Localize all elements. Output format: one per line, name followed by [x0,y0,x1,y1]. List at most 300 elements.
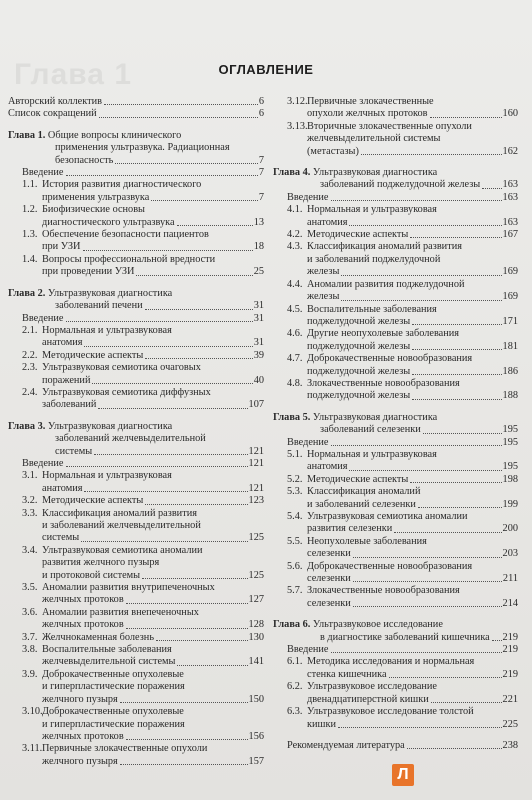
section-number: 3.10. [22,706,43,718]
entry-title: стенка кишечника [307,668,387,680]
entry-title: желчных протоков [42,619,124,631]
page-number: 214 [502,597,518,609]
entry-title: Доброкачественные опухолевые [42,668,184,680]
section-number: 4.8. [287,377,303,389]
publisher-logo-icon: Л [392,764,414,786]
entry-line [287,316,518,328]
entry-line [8,288,264,300]
section-number: 5.1. [287,448,303,460]
entry-line [22,399,264,411]
entry-title: Введение [22,167,64,179]
entry-title: Аномалии развития внутрипеченочных [42,582,215,594]
page-number: 18 [253,241,264,253]
entry-title: развития желчного пузыря [42,557,160,569]
dot-leader [120,702,248,703]
toc-subsection [273,449,518,474]
section-number: 4.3. [287,241,303,253]
entry-title: применения ультразвука [42,191,150,203]
page-number: 7 [258,154,264,166]
dot-leader [66,321,253,322]
page-number: 13 [253,216,264,228]
entry-title: Ультразвуковая диагностика [47,287,173,299]
entry-title: Методические аспекты [42,495,144,507]
entry-line [287,121,518,133]
section-number: 2.3. [22,362,38,374]
entry-line [22,532,264,544]
entry-title: Первичные злокачественные опухоли [42,743,208,755]
entry-line [287,229,518,241]
entry-title: Введение [22,457,64,469]
page-number: 156 [248,730,264,742]
page-number: 121 [248,445,264,457]
section-number: 1.3. [22,229,38,241]
toc-entry [273,644,518,656]
entry-line [287,146,518,158]
dot-leader [353,557,502,558]
entry-line [8,446,264,458]
toc-subsection [273,121,518,158]
entry-line [287,96,518,108]
page-number: 195 [502,424,518,436]
toc-subsection [8,325,264,350]
entry-title: История развития диагностического [42,179,202,191]
dot-leader [482,188,501,189]
toc-subsection [273,585,518,610]
entry-line [287,304,518,316]
toc-subsection [273,561,518,586]
entry-line [287,108,518,120]
toc-subsection [273,96,518,121]
section-number: 1.1. [22,179,38,191]
entry-title: Доброкачественные опухолевые [42,706,184,718]
page-number: 195 [502,436,518,448]
entry-title: и гиперпластические поражения [42,718,185,730]
toc-entry [273,192,518,204]
entry-line [287,669,518,681]
page-number: 121 [248,457,264,469]
entry-title: анатомия [42,337,83,349]
toc-subsection [8,582,264,607]
entry-title: Методические аспекты [307,229,409,241]
entry-title: заболеваний поджелудочной железы [320,179,481,191]
toc-subsection [8,632,264,644]
entry-line [22,545,264,557]
entry-title: заболеваний [42,399,97,411]
toc-subsection [273,474,518,486]
entry-title: Введение [287,191,329,203]
entry-title: Желчнокаменная болезнь [42,631,155,643]
entry-title: безопасность [55,154,114,166]
entry-title: Биофизические основы [42,204,145,216]
dot-leader [151,200,258,201]
dot-leader [83,250,253,251]
entry-title: Рекомендуемая литература [287,739,405,751]
dot-leader [84,346,252,347]
dot-leader [430,117,502,118]
entry-title: и заболеваний желчевыделительной [42,520,201,531]
page-number: 163 [502,191,518,203]
entry-title: Введение [22,312,64,324]
dot-leader [349,470,501,471]
section-number: 2.2. [22,349,38,361]
section-number: 5.7. [287,585,303,597]
dot-leader [156,640,248,641]
entry-line [22,387,264,399]
entry-title: железы [307,291,340,303]
toc-subsection [273,353,518,378]
entry-title: железы [307,266,340,278]
entry-line [22,337,264,349]
entry-title: Ультразвуковое исследование [312,619,443,631]
entry-title: поджелудочной железы [307,340,411,352]
entry-title: Доброкачественные новообразования [307,560,473,572]
entry-line [22,570,264,582]
entry-title: при проведении УЗИ [42,266,135,278]
entry-line [22,229,264,241]
entry-title: селезенки [307,573,351,585]
entry-line [287,254,518,266]
section-number: 4.2. [287,229,303,241]
toc-subsection [8,229,264,254]
entry-title: желчевыделительной системы [42,656,176,668]
dot-leader [142,578,247,579]
chapter-label: Глава 3. [8,420,46,432]
entry-line [22,495,264,507]
page-number: 219 [502,631,518,643]
toc-subsection [8,350,264,362]
bleed-through-watermark: Глава 1 [14,58,133,91]
page-number: 40 [253,374,264,386]
toc-column-right [273,96,518,752]
section-number: 4.4. [287,278,303,290]
entry-title: Ультразвуковая диагностика [312,411,438,423]
page-number: 125 [248,569,264,581]
dot-leader [104,104,258,105]
toc-subsection [273,486,518,511]
toc-subsection [8,607,264,632]
section-number: 5.6. [287,560,303,572]
page-number: 163 [502,216,518,228]
entry-line [22,179,264,191]
entry-title: поражений [42,374,91,386]
entry-title: Ультразвуковое исследование толстой [307,706,474,718]
entry-line [287,719,518,731]
entry-line [287,133,518,145]
entry-title: и заболеваний селезенки [307,498,416,510]
entry-title: и протоковой системы [42,569,141,581]
page-number: 6 [258,96,264,107]
entry-line [287,585,518,597]
entry-line [22,731,264,743]
dot-leader [126,628,248,629]
entry-title: поджелудочной железы [307,315,411,327]
entry-line [287,511,518,523]
toc-chapter [273,167,518,192]
entry-title: и гиперпластические поражения [42,681,185,693]
entry-line [273,424,518,436]
dot-leader [341,300,501,301]
toc-chapter [8,421,264,458]
entry-line [287,204,518,216]
entry-line [22,470,264,482]
entry-line [22,204,264,216]
section-number: 5.5. [287,535,303,547]
dot-leader [412,399,501,400]
dot-leader [431,702,502,703]
dot-leader [412,349,501,350]
entry-line [8,433,264,445]
spacer [273,610,518,619]
section-number: 5.3. [287,486,303,498]
entry-title: анатомия [307,461,348,473]
page-number: 221 [502,693,518,705]
dot-leader [126,603,248,604]
entry-line [22,375,264,387]
entry-line [287,598,518,610]
toc-subsection [273,536,518,561]
dot-leader [92,383,252,384]
entry-title: Вторичные злокачественные опухоли [307,120,472,132]
dot-leader [145,358,252,359]
page-title: ОГЛАВЛЕНИЕ [218,62,314,77]
page-number: 160 [502,108,518,120]
entry-line [22,706,264,718]
entry-line [287,486,518,498]
entry-line [22,656,264,668]
entry-line [287,291,518,303]
dot-leader [418,507,502,508]
toc-subsection [273,229,518,241]
entry-title: Ультразвуковая диагностика [47,420,173,432]
section-number: 4.5. [287,303,303,315]
entry-line [287,341,518,353]
section-number: 6.3. [287,706,303,718]
page-number: 199 [502,498,518,510]
toc-subsection [8,179,264,204]
page-number: 186 [502,365,518,377]
dot-leader [361,154,502,155]
section-number: 1.2. [22,204,38,216]
page-number: 125 [248,532,264,544]
entry-line [287,523,518,535]
entry-title: анатомия [42,482,83,494]
entry-line [8,142,264,154]
entry-line [287,681,518,693]
entry-title: Воспалительные заболевания [42,644,172,656]
page-number: 169 [502,291,518,303]
page-number: 31 [253,337,264,349]
entry-title: системы [42,532,80,544]
entry-line [287,536,518,548]
entry-title: при УЗИ [42,241,81,253]
toc-subsection [8,706,264,743]
toc-subsection [273,204,518,229]
entry-title: Другие неопухолевые заболевания [307,328,460,340]
entry-line [273,412,518,424]
dot-leader [492,640,502,641]
section-number: 3.13. [287,120,308,132]
page-number: 169 [502,266,518,278]
spacer [273,158,518,167]
entry-title: Обеспечение безопасности пациентов [42,229,209,241]
entry-line [22,362,264,374]
toc-subsection [8,545,264,582]
entry-title: Общие вопросы клинического [47,129,182,141]
toc-subsection [273,328,518,353]
section-number: 2.1. [22,324,38,336]
page-number: 181 [502,340,518,352]
entry-title: Введение [287,436,329,448]
page-number: 107 [248,399,264,411]
entry-title: Ультразвуковая семиотика аномалии [42,544,203,556]
entry-line [287,241,518,253]
entry-line [287,378,518,390]
entry-line [22,632,264,644]
dot-leader [412,324,501,325]
section-number: 5.2. [287,473,303,485]
entry-line [273,167,518,179]
entry-line [22,644,264,656]
dot-leader [410,237,501,238]
dot-leader [120,764,248,765]
entry-title: селезенки [307,548,351,560]
dot-leader [353,581,502,582]
dot-leader [331,445,502,446]
entry-line [22,483,264,495]
dot-leader [412,374,501,375]
entry-title: Ультразвуковое исследование [307,681,437,693]
entry-title: двенадцатиперстной кишки [307,693,429,705]
entry-title: Вопросы профессиональной вредности [42,253,216,265]
spacer [8,412,264,421]
toc-subsection [8,362,264,387]
dot-leader [145,504,247,505]
entry-line [22,594,264,606]
entry-title: Классификация аномалий развития [307,241,462,253]
page-number: 31 [253,300,264,312]
dot-leader [145,309,253,310]
toc-entry [8,96,264,108]
entry-line [287,217,518,229]
entry-line [22,607,264,619]
entry-title: анатомия [307,216,348,228]
toc-subsection [273,656,518,681]
section-number: 3.7. [22,631,38,643]
dot-leader [94,454,247,455]
entry-title: Методические аспекты [307,473,409,485]
toc-subsection [8,644,264,669]
dot-leader [353,606,502,607]
page-number: 211 [502,573,518,585]
entry-line [287,548,518,560]
entry-line [22,669,264,681]
entry-title: Злокачественные новообразования [307,377,460,389]
toc-subsection [273,304,518,329]
toc-subsection [273,706,518,731]
dot-leader [66,175,258,176]
entry-line [287,706,518,718]
entry-title: применения ультразвука. Радиационная [55,142,230,154]
entry-title: Первичные злокачественные [307,96,434,107]
entry-title: кишки [307,718,336,730]
chapter-label: Глава 6. [273,619,311,631]
entry-title: (метастазы) [307,145,359,157]
entry-title: селезенки [307,597,351,609]
entry-title: Классификация аномалий развития [42,507,197,519]
toc-subsection [8,387,264,412]
toc-entry [8,167,264,179]
page-number: 141 [248,656,264,668]
entry-title: Неопухолевые заболевания [307,535,427,547]
entry-title: и заболеваний поджелудочной [307,253,441,265]
dot-leader [341,275,501,276]
entry-line [22,681,264,693]
entry-title: Нормальная и ультразвуковая [307,448,437,460]
page-number: 219 [502,644,518,656]
entry-title: Воспалительные заболевания [307,303,437,315]
entry-line [22,719,264,731]
entry-title: Ультразвуковая семиотика диффузных [42,386,211,398]
chapter-label: Глава 1. [8,129,46,141]
dot-leader [98,408,247,409]
spacer [8,121,264,130]
entry-line [22,241,264,253]
entry-title: Ультразвуковая семиотика аномалии [307,511,468,522]
page-number: 219 [502,668,518,680]
page-number: 162 [502,145,518,157]
dot-leader [407,748,502,749]
section-number: 6.1. [287,656,303,668]
section-number: 3.8. [22,644,38,656]
entry-line [8,155,264,167]
section-number: 3.11. [22,743,43,755]
page-number: 6 [258,108,264,120]
dot-leader [410,482,501,483]
entry-line [287,279,518,291]
toc-subsection [273,511,518,536]
entry-line [287,474,518,486]
entry-line [22,217,264,229]
spacer [273,731,518,740]
section-number: 3.12. [287,96,308,107]
section-number: 3.1. [22,470,38,482]
page-number: 157 [248,755,264,767]
section-number: 1.4. [22,253,38,265]
dot-leader [99,117,258,118]
entry-title: Нормальная и ультразвуковая [307,204,437,216]
dot-leader [423,433,502,434]
entry-title: Классификация аномалий [307,486,421,498]
entry-title: Методические аспекты [42,349,144,361]
spacer [8,279,264,288]
page-number: 167 [502,229,518,241]
entry-title: заболеваний селезенки [320,424,421,436]
entry-line [287,561,518,573]
dot-leader [338,727,502,728]
toc-entry [273,437,518,449]
entry-title: Нормальная и ультразвуковая [42,470,172,482]
entry-line [22,325,264,337]
entry-title: Введение [287,644,329,656]
entry-line [287,353,518,365]
dot-leader [126,739,248,740]
page-number: 171 [502,315,518,327]
entry-line [22,743,264,755]
entry-title: желчевыделительной системы [307,133,441,145]
entry-line [287,366,518,378]
entry-title: Методика исследования и нормальная [307,656,475,668]
section-number: 3.4. [22,544,38,556]
